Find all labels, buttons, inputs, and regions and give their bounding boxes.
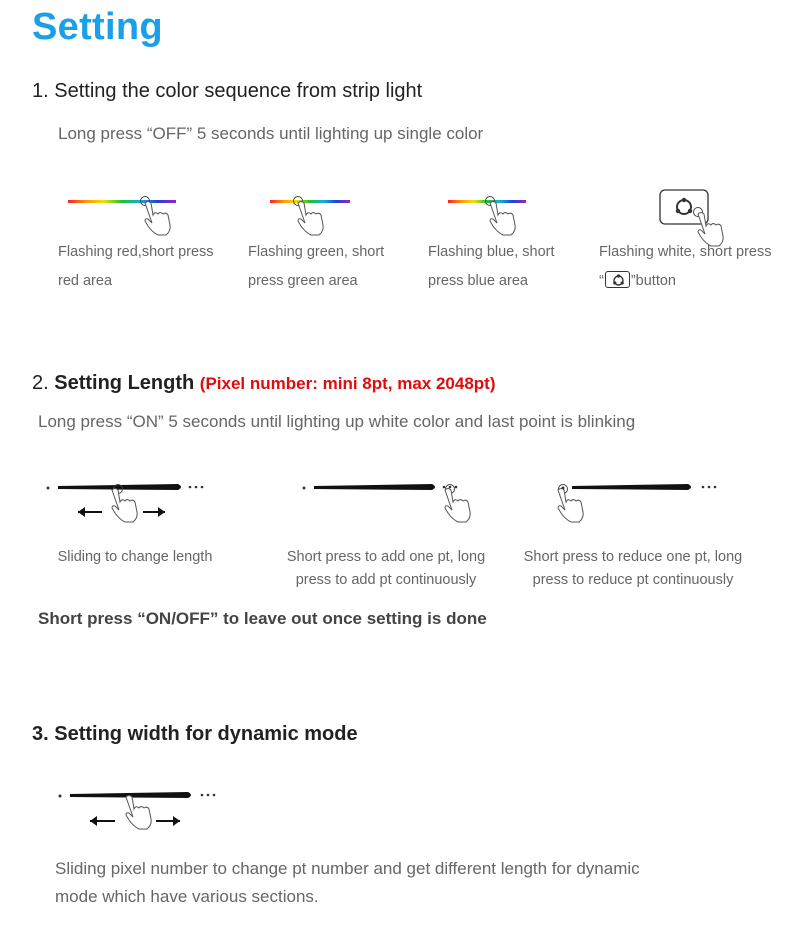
step-blue-caption: Flashing blue, short press blue area xyxy=(428,244,555,289)
section2-number: 2. xyxy=(32,372,49,394)
section2-title: Setting Length xyxy=(54,372,195,394)
sliding-caption: Sliding to change length xyxy=(57,549,213,565)
section1-instruction: Long press “OFF” 5 seconds until lighting up single color xyxy=(58,124,484,143)
pixel-number-note: (Pixel number: mini 8pt, max 2048pt) xyxy=(199,374,496,393)
section3-heading: 3. Setting width for dynamic mode xyxy=(32,723,358,745)
exit-setting-note: Short press “ON/OFF” to leave out once setting is done xyxy=(38,609,487,628)
reduce-point-caption: Short press to reduce one pt, long press to reduce pt continuously xyxy=(523,549,743,588)
add-point-caption: Short press to add one pt, long press to add pt continuously xyxy=(286,549,486,588)
page-title: Setting xyxy=(32,6,163,48)
section1-title: Setting the color sequence from strip light xyxy=(54,80,423,102)
step-red-caption: Flashing red,short press red area xyxy=(58,244,214,289)
step-green-caption: Flashing green, short press green area xyxy=(248,244,385,289)
section1-number: 1. xyxy=(32,80,49,102)
width-sliding-illustration xyxy=(59,792,216,829)
section2-instruction: Long press “ON” 5 seconds until lighting up white color and last point is blinking xyxy=(38,412,636,431)
step-white-caption: Flashing white, short press “ ”button xyxy=(599,244,772,289)
section3-description: Sliding pixel number to change pt number and get different length for dynamic mode which have various sections. xyxy=(55,859,640,906)
